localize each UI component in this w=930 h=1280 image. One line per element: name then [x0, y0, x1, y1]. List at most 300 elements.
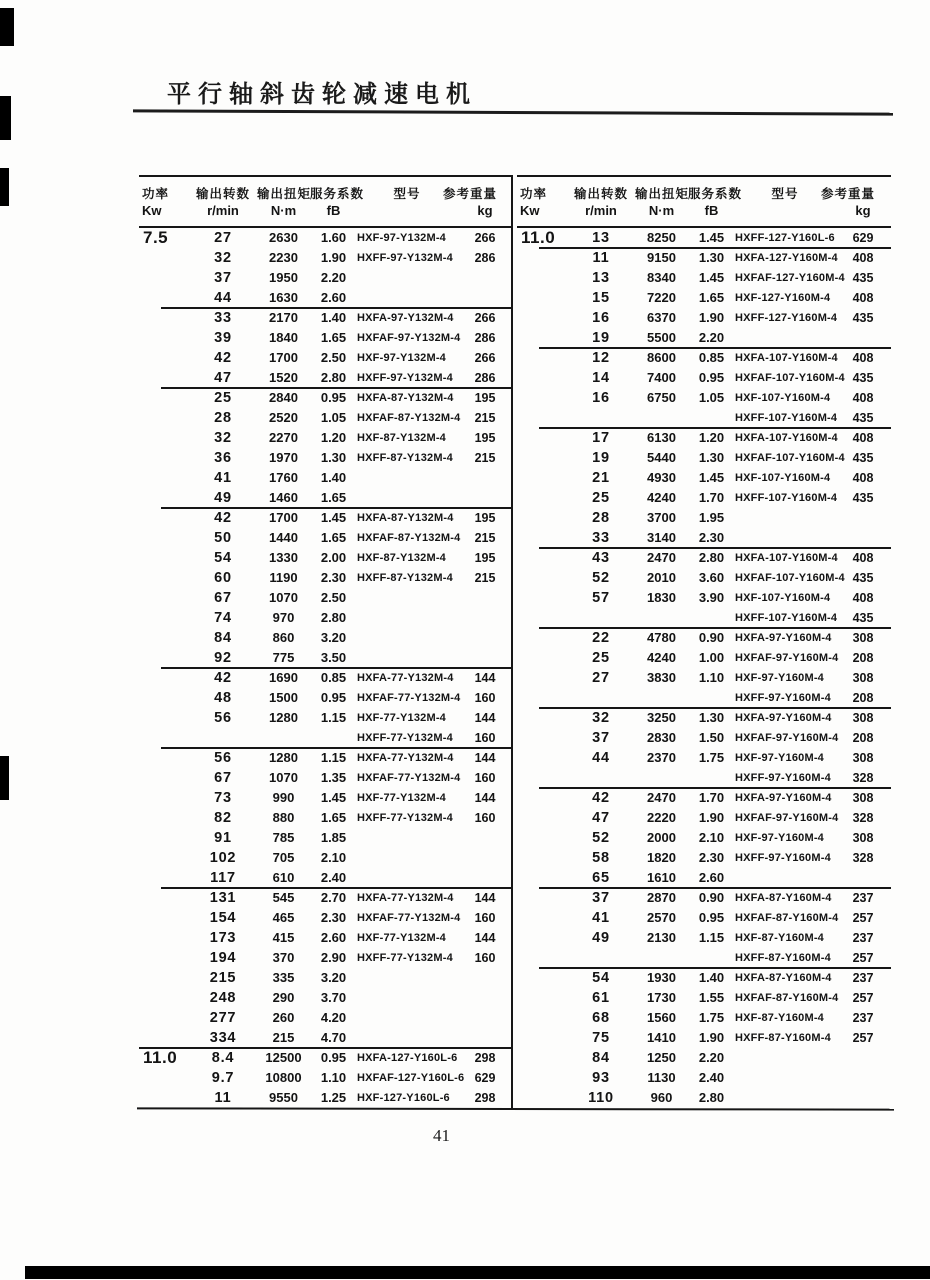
rpm-cell: 12	[592, 350, 610, 366]
model-cell: HXF-87-Y132M-4	[357, 552, 446, 564]
torque-cell: 990	[272, 790, 295, 805]
table-row	[517, 948, 891, 968]
weight-cell: 408	[852, 251, 874, 265]
weight-cell: 144	[474, 671, 496, 685]
rpm-cell: 33	[592, 530, 610, 546]
table-row	[517, 288, 891, 308]
table-bottom-line	[137, 1107, 894, 1110]
torque-cell: 1840	[269, 330, 298, 345]
model-cell: HXF-97-Y132M-4	[357, 232, 446, 244]
model-cell: HXF-107-Y160M-4	[735, 592, 831, 604]
model-cell: HXFAF-127-Y160M-4	[735, 272, 845, 284]
weight-cell: 144	[474, 931, 496, 945]
header-unit: kg	[855, 203, 871, 218]
table-row	[139, 1088, 513, 1108]
torque-cell: 1760	[269, 470, 298, 485]
rpm-cell: 11	[592, 250, 610, 266]
table-row	[517, 928, 891, 948]
fb-cell: 2.50	[320, 590, 347, 605]
table-row	[517, 1048, 891, 1068]
table-row	[139, 408, 513, 428]
scan-mark	[0, 8, 14, 46]
table-row	[139, 968, 513, 988]
torque-cell: 8600	[647, 350, 676, 365]
page-number: 41	[433, 1126, 450, 1145]
rpm-cell: 37	[592, 730, 610, 746]
torque-cell: 1410	[647, 1030, 676, 1045]
rpm-cell: 36	[214, 450, 232, 466]
table-row	[517, 688, 891, 708]
table-row	[139, 1008, 513, 1028]
rpm-cell: 28	[214, 410, 232, 426]
torque-cell: 1520	[269, 370, 298, 385]
fb-cell: 1.70	[698, 790, 725, 805]
fb-cell: 2.30	[698, 530, 725, 545]
rpm-cell: 25	[214, 390, 232, 406]
header-label: 输出扭矩	[257, 187, 312, 201]
column-header-4	[310, 184, 365, 226]
model-cell: HXFA-97-Y160M-4	[735, 712, 832, 724]
weight-cell: 160	[474, 911, 496, 925]
fb-cell: 0.85	[320, 670, 347, 685]
rpm-cell: 68	[592, 1010, 610, 1026]
table-row	[139, 1048, 513, 1068]
torque-cell: 4930	[647, 470, 676, 485]
table-row	[139, 708, 513, 728]
weight-cell: 629	[474, 1071, 496, 1085]
table-row	[517, 728, 891, 748]
fb-cell: 1.00	[698, 650, 725, 665]
rpm-cell: 154	[209, 910, 237, 926]
model-cell: HXFA-87-Y160M-4	[735, 972, 832, 984]
rpm-cell: 42	[592, 790, 610, 806]
rpm-cell: 49	[214, 490, 232, 506]
scan-mark	[0, 756, 9, 800]
rpm-cell: 277	[209, 1010, 237, 1026]
fb-cell: 2.50	[320, 350, 347, 365]
weight-cell: 195	[474, 391, 496, 405]
rpm-cell: 215	[209, 970, 237, 986]
torque-cell: 290	[272, 990, 295, 1005]
weight-cell: 286	[474, 331, 496, 345]
model-cell: HXFA-77-Y132M-4	[357, 892, 454, 904]
table-row	[517, 428, 891, 448]
table-row	[139, 628, 513, 648]
table-row	[517, 408, 891, 428]
model-cell: HXFAF-97-Y160M-4	[735, 812, 839, 824]
model-cell: HXFAF-77-Y132M-4	[357, 772, 461, 784]
weight-cell: 237	[852, 931, 874, 945]
model-cell: HXF-127-Y160M-4	[735, 292, 831, 304]
model-cell: HXFA-87-Y132M-4	[357, 392, 454, 404]
table-row	[139, 468, 513, 488]
rpm-cell: 28	[592, 510, 610, 526]
torque-cell: 1950	[269, 270, 298, 285]
fb-cell: 1.15	[698, 930, 725, 945]
model-cell: HXFF-97-Y160M-4	[735, 852, 831, 864]
torque-cell: 5440	[647, 450, 676, 465]
fb-cell: 4.70	[320, 1030, 347, 1045]
table-row	[139, 508, 513, 528]
rpm-cell: 9.7	[211, 1070, 235, 1086]
rpm-cell: 52	[592, 830, 610, 846]
fb-cell: 2.80	[698, 1090, 725, 1105]
weight-cell: 237	[852, 1011, 874, 1025]
table-row	[139, 228, 513, 248]
table-row	[517, 628, 891, 648]
torque-cell: 3830	[647, 670, 676, 685]
model-cell: HXF-77-Y132M-4	[357, 712, 446, 724]
fb-cell: 2.70	[320, 890, 347, 905]
model-cell: HXFA-97-Y132M-4	[357, 312, 454, 324]
weight-cell: 286	[474, 251, 496, 265]
weight-cell: 195	[474, 511, 496, 525]
weight-cell: 435	[852, 611, 874, 625]
weight-cell: 237	[852, 971, 874, 985]
fb-cell: 1.75	[698, 1010, 725, 1025]
torque-cell: 785	[272, 830, 295, 845]
torque-cell: 1280	[269, 750, 298, 765]
model-cell: HXFF-107-Y160M-4	[735, 612, 838, 624]
header-label: 功率	[142, 187, 170, 201]
table-row	[139, 608, 513, 628]
power-cell: 11.0	[521, 228, 556, 247]
table-row	[139, 588, 513, 608]
weight-cell: 435	[852, 411, 874, 425]
model-cell: HXFF-97-Y132M-4	[357, 252, 453, 264]
torque-cell: 1500	[269, 690, 298, 705]
rpm-cell: 19	[592, 330, 610, 346]
column-header-3	[257, 184, 310, 226]
column-header-2	[567, 184, 635, 226]
table-row	[517, 1088, 891, 1108]
torque-cell: 1330	[269, 550, 298, 565]
table-header	[139, 175, 513, 228]
fb-cell: 1.30	[698, 250, 725, 265]
table-row	[517, 1008, 891, 1028]
fb-cell: 3.20	[320, 970, 347, 985]
rpm-cell: 194	[209, 950, 237, 966]
fb-cell: 3.20	[320, 630, 347, 645]
table-row	[139, 888, 513, 908]
fb-cell: 0.95	[698, 370, 725, 385]
fb-cell: 0.95	[320, 1050, 347, 1065]
rpm-cell: 50	[214, 530, 232, 546]
model-cell: HXF-97-Y160M-4	[735, 832, 824, 844]
model-cell: HXF-107-Y160M-4	[735, 392, 831, 404]
rpm-cell: 91	[214, 830, 232, 846]
table-row	[517, 308, 891, 328]
fb-cell: 2.60	[320, 290, 347, 305]
torque-cell: 335	[272, 970, 295, 985]
weight-cell: 298	[474, 1091, 496, 1105]
rpm-cell: 39	[214, 330, 232, 346]
fb-cell: 1.65	[320, 490, 347, 505]
torque-cell: 4780	[647, 630, 676, 645]
torque-cell: 705	[272, 850, 295, 865]
table-row	[139, 648, 513, 668]
rpm-cell: 93	[592, 1070, 610, 1086]
weight-cell: 266	[474, 311, 496, 325]
column-header-2	[189, 184, 257, 226]
column-header-3	[635, 184, 688, 226]
torque-cell: 1560	[647, 1010, 676, 1025]
torque-cell: 7400	[647, 370, 676, 385]
rpm-cell: 32	[214, 430, 232, 446]
torque-cell: 9150	[647, 250, 676, 265]
table-row	[517, 608, 891, 628]
column-header-6	[442, 184, 513, 226]
fb-cell: 0.85	[698, 350, 725, 365]
torque-cell: 2870	[647, 890, 676, 905]
header-unit: kg	[477, 203, 493, 218]
torque-cell: 3700	[647, 510, 676, 525]
weight-cell: 208	[852, 731, 874, 745]
model-cell: HXFF-77-Y132M-4	[357, 732, 453, 744]
table-row	[517, 468, 891, 488]
model-cell: HXFF-87-Y160M-4	[735, 1032, 831, 1044]
model-cell: HXFF-87-Y132M-4	[357, 452, 453, 464]
table-row	[139, 528, 513, 548]
torque-cell: 5500	[647, 330, 676, 345]
rpm-cell: 56	[214, 750, 232, 766]
table-row	[139, 728, 513, 748]
torque-cell: 880	[272, 810, 295, 825]
torque-cell: 610	[272, 870, 295, 885]
weight-cell: 195	[474, 431, 496, 445]
fb-cell: 2.80	[320, 610, 347, 625]
torque-cell: 4240	[647, 650, 676, 665]
model-cell: HXF-77-Y132M-4	[357, 932, 446, 944]
table-row	[517, 708, 891, 728]
fb-cell: 2.40	[698, 1070, 725, 1085]
fb-cell: 1.20	[320, 430, 347, 445]
fb-cell: 4.20	[320, 1010, 347, 1025]
table-row	[517, 268, 891, 288]
weight-cell: 257	[852, 951, 874, 965]
model-cell: HXFF-77-Y132M-4	[357, 952, 453, 964]
weight-cell: 215	[474, 571, 496, 585]
model-cell: HXFF-87-Y132M-4	[357, 572, 453, 584]
weight-cell: 298	[474, 1051, 496, 1065]
table-row	[517, 908, 891, 928]
fb-cell: 2.30	[698, 850, 725, 865]
rpm-cell: 60	[214, 570, 232, 586]
fb-cell: 3.70	[320, 990, 347, 1005]
torque-cell: 1440	[269, 530, 298, 545]
weight-cell: 208	[852, 691, 874, 705]
header-label: 输出转数	[195, 187, 250, 201]
torque-cell: 12500	[265, 1050, 302, 1065]
rpm-cell: 61	[592, 990, 610, 1006]
fb-cell: 1.65	[320, 530, 347, 545]
model-cell: HXF-97-Y132M-4	[357, 352, 446, 364]
weight-cell: 308	[852, 671, 874, 685]
torque-cell: 3250	[647, 710, 676, 725]
model-cell: HXFF-97-Y160M-4	[735, 692, 831, 704]
rpm-cell: 47	[214, 370, 232, 386]
torque-cell: 9550	[269, 1090, 298, 1105]
fb-cell: 1.65	[320, 330, 347, 345]
table-row	[517, 668, 891, 688]
fb-cell: 1.90	[698, 810, 725, 825]
rpm-cell: 74	[214, 610, 232, 626]
fb-cell: 1.40	[698, 970, 725, 985]
rpm-cell: 84	[592, 1050, 610, 1066]
weight-cell: 308	[852, 631, 874, 645]
fb-cell: 2.10	[698, 830, 725, 845]
model-cell: HXFA-127-Y160L-6	[357, 1052, 458, 1064]
weight-cell: 308	[852, 711, 874, 725]
weight-cell: 257	[852, 991, 874, 1005]
weight-cell: 215	[474, 411, 496, 425]
torque-cell: 3140	[647, 530, 676, 545]
torque-cell: 2470	[647, 790, 676, 805]
table-row	[517, 648, 891, 668]
torque-cell: 2130	[647, 930, 676, 945]
table-row	[139, 568, 513, 588]
rpm-cell: 33	[214, 310, 232, 326]
torque-cell: 6130	[647, 430, 676, 445]
torque-cell: 1690	[269, 670, 298, 685]
fb-cell: 0.95	[320, 690, 347, 705]
header-label: 功率	[520, 187, 548, 201]
column-header-6	[820, 184, 891, 226]
table-row	[139, 328, 513, 348]
torque-cell: 8250	[647, 230, 676, 245]
scan-mark	[0, 96, 11, 140]
table-row	[139, 308, 513, 328]
weight-cell: 308	[852, 831, 874, 845]
rpm-cell: 13	[592, 230, 610, 246]
fb-cell: 1.90	[320, 250, 347, 265]
fb-cell: 1.40	[320, 310, 347, 325]
header-unit: r/min	[207, 203, 239, 218]
torque-cell: 960	[650, 1090, 673, 1105]
fb-cell: 1.90	[698, 1030, 725, 1045]
table-row	[139, 268, 513, 288]
torque-cell: 6750	[647, 390, 676, 405]
fb-cell: 2.20	[698, 1050, 725, 1065]
rpm-cell: 48	[214, 690, 232, 706]
torque-cell: 1630	[269, 290, 298, 305]
rpm-cell: 42	[214, 510, 232, 526]
model-cell: HXFA-127-Y160M-4	[735, 252, 838, 264]
rpm-cell: 57	[592, 590, 610, 606]
table-row	[517, 568, 891, 588]
rpm-cell: 16	[592, 390, 610, 406]
fb-cell: 1.75	[698, 750, 725, 765]
model-cell: HXF-87-Y160M-4	[735, 932, 824, 944]
weight-cell: 286	[474, 371, 496, 385]
table-row	[517, 448, 891, 468]
torque-cell: 1700	[269, 510, 298, 525]
fb-cell: 1.85	[320, 830, 347, 845]
fb-cell: 2.00	[320, 550, 347, 565]
model-cell: HXFAF-87-Y132M-4	[357, 532, 461, 544]
rpm-cell: 13	[592, 270, 610, 286]
header-label: 输出转数	[573, 187, 628, 201]
title-underline	[133, 109, 893, 115]
fb-cell: 1.05	[698, 390, 725, 405]
header-label: 输出扭矩	[635, 187, 690, 201]
header-unit: N·m	[270, 203, 297, 218]
table-row	[139, 1068, 513, 1088]
table-row	[139, 688, 513, 708]
table-row	[139, 248, 513, 268]
table-row	[517, 848, 891, 868]
torque-cell: 10800	[265, 1070, 302, 1085]
table-row	[139, 488, 513, 508]
table-row	[517, 528, 891, 548]
table-row	[139, 1028, 513, 1048]
model-cell: HXFA-87-Y132M-4	[357, 512, 454, 524]
weight-cell: 408	[852, 471, 874, 485]
fb-cell: 2.90	[320, 950, 347, 965]
weight-cell: 408	[852, 591, 874, 605]
model-cell: HXFAF-97-Y160M-4	[735, 652, 839, 664]
fb-cell: 2.30	[320, 910, 347, 925]
weight-cell: 408	[852, 291, 874, 305]
rpm-cell: 22	[592, 630, 610, 646]
table-row	[139, 768, 513, 788]
weight-cell: 160	[474, 811, 496, 825]
weight-cell: 160	[474, 691, 496, 705]
fb-cell: 1.20	[698, 430, 725, 445]
table-row	[139, 748, 513, 768]
torque-cell: 2630	[269, 230, 298, 245]
weight-cell: 257	[852, 911, 874, 925]
rpm-cell: 92	[214, 650, 232, 666]
table-row	[139, 828, 513, 848]
rpm-cell: 25	[592, 490, 610, 506]
rpm-cell: 32	[214, 250, 232, 266]
rpm-cell: 52	[592, 570, 610, 586]
model-cell: HXFF-107-Y160M-4	[735, 412, 838, 424]
torque-cell: 1930	[647, 970, 676, 985]
weight-cell: 257	[852, 1031, 874, 1045]
table-row	[517, 328, 891, 348]
weight-cell: 215	[474, 531, 496, 545]
rpm-cell: 84	[214, 630, 232, 646]
weight-cell: 266	[474, 231, 496, 245]
torque-cell: 1970	[269, 450, 298, 465]
model-cell: HXF-107-Y160M-4	[735, 472, 831, 484]
header-label: 型号	[393, 187, 421, 201]
weight-cell: 435	[852, 571, 874, 585]
torque-cell: 2230	[269, 250, 298, 265]
fb-cell: 0.95	[698, 910, 725, 925]
fb-cell: 1.95	[698, 510, 725, 525]
torque-cell: 1250	[647, 1050, 676, 1065]
header-label: 服务系数	[688, 187, 743, 201]
table-row	[517, 968, 891, 988]
header-unit: N·m	[648, 203, 675, 218]
table-row	[517, 808, 891, 828]
rpm-cell: 67	[214, 590, 232, 606]
table-row	[517, 248, 891, 268]
header-label: 型号	[771, 187, 799, 201]
table-row	[517, 548, 891, 568]
fb-cell: 1.10	[698, 670, 725, 685]
model-cell: HXFA-107-Y160M-4	[735, 352, 838, 364]
power-cell: 11.0	[143, 1048, 178, 1067]
weight-cell: 435	[852, 271, 874, 285]
weight-cell: 308	[852, 791, 874, 805]
rpm-cell: 42	[214, 670, 232, 686]
model-cell: HXFA-107-Y160M-4	[735, 552, 838, 564]
model-cell: HXFF-107-Y160M-4	[735, 492, 838, 504]
